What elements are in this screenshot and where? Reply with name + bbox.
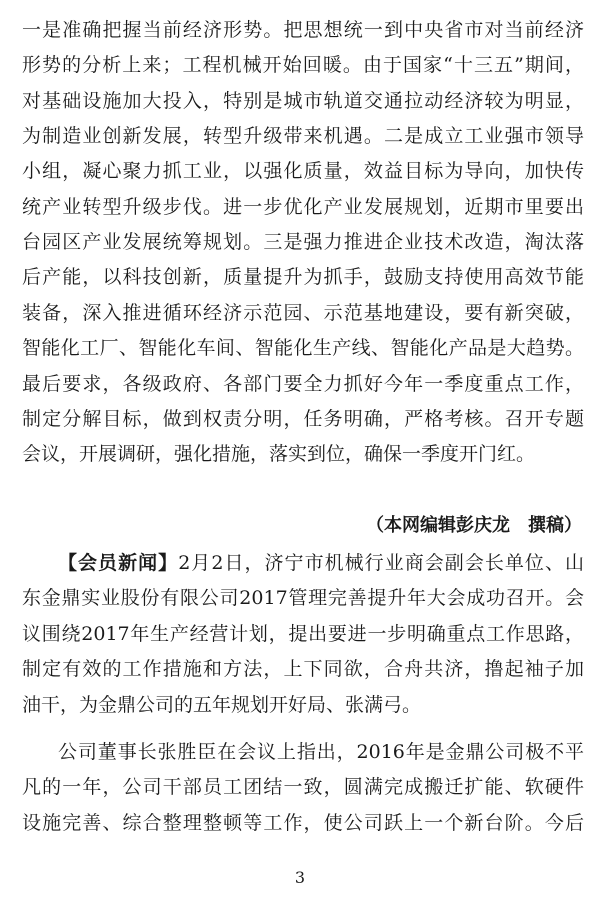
text-line: 形势的分析上来；工程机械开始回暖。由于国家“十三五”期间， xyxy=(22,54,584,76)
text-line: 一是准确把握当前经济形势。把思想统一到中央省市对当前经济 xyxy=(22,19,584,41)
page-number: 3 xyxy=(294,868,306,887)
text-line: 东金鼎实业股份有限公司2017管理完善提升年大会成功召开。会 xyxy=(22,587,584,609)
text-line: 装备，深入推进循环经济示范园、示范基地建设，要有新突破， xyxy=(22,302,584,324)
text-line: 统产业转型升级步伐。进一步优化产业发展规划，近期市里要出 xyxy=(22,196,584,218)
text-line: 设施完善、综合整理整顿等工作，使公司跃上一个新台阶。今后 xyxy=(22,812,584,834)
text-line: 对基础设施加大投入，特别是城市轨道交通拉动经济较为明显， xyxy=(22,90,584,112)
text-line: 智能化工厂、智能化车间、智能化生产线、智能化产品是大趋势。 xyxy=(22,337,584,359)
text-line: 后产能，以科技创新，质量提升为抓手，鼓励支持使用高效节能 xyxy=(22,266,584,288)
text-line: 油干，为金鼎公司的五年规划开好局、张满弓。 xyxy=(22,694,422,716)
text-line: 为制造业创新发展，转型升级带来机遇。二是成立工业强市领导 xyxy=(22,125,584,147)
news-first-line-text: 2月2日，济宁市机械行业商会副会长单位、山 xyxy=(178,552,584,574)
text-line: 小组，凝心聚力抓工业，以强化质量，效益目标为导向，加快传 xyxy=(22,160,584,182)
text-line: 公司董事长张胜臣在会议上指出，2016年是金鼎公司极不平 xyxy=(58,741,584,763)
text-line: 制定分解目标，做到权责分明，任务明确，严格考核。召开专题 xyxy=(22,408,584,430)
text-line: 凡的一年，公司干部员工团结一致，圆满完成搬迁扩能、软硬件 xyxy=(22,776,584,798)
text-line: 制定有效的工作措施和方法，上下同欲，合舟共济，撸起袖子加 xyxy=(22,658,584,680)
text-line: 台园区产业发展统筹规划。三是强力推进企业技术改造，淘汰落 xyxy=(22,231,584,253)
text-line: 会议，开展调研，强化措施，落实到位，确保一季度开门红。 xyxy=(22,443,536,465)
text-line: 议围绕2017年生产经营计划，提出要进一步明确重点工作思路， xyxy=(22,623,584,645)
news-label: 【会员新闻】 xyxy=(58,552,179,574)
news-first-line xyxy=(58,546,584,580)
author-byline: （本网编辑彭庆龙 撰稿） xyxy=(366,515,582,536)
text-line: 最后要求，各级政府、各部门要全力抓好今年一季度重点工作， xyxy=(22,373,584,395)
